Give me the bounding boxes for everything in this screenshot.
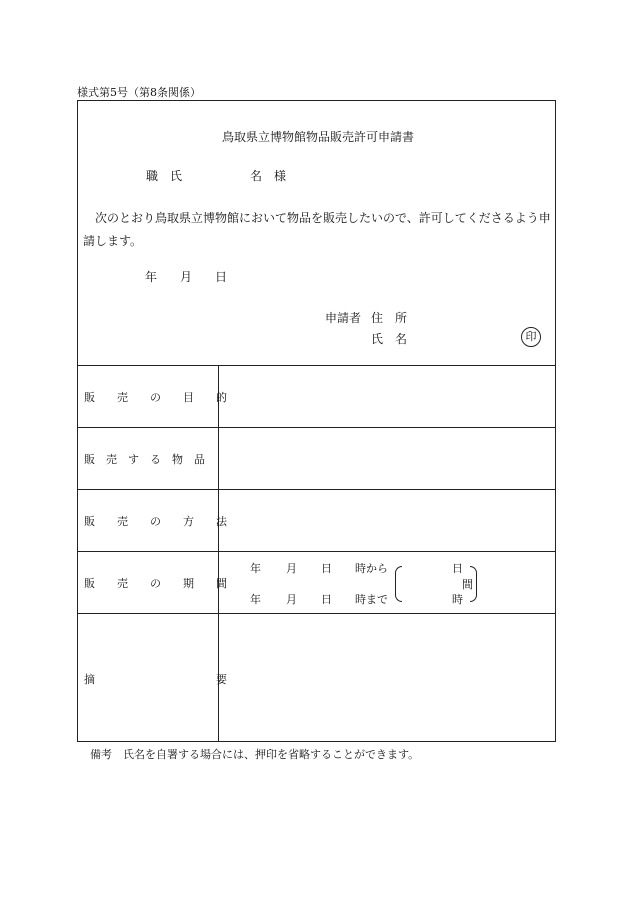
row-label-goods: 販 売 す る 物 品 <box>84 453 205 466</box>
date-month: 月 <box>180 270 193 284</box>
seal-mark: 印 <box>521 327 541 347</box>
row-label-purpose: 販 売 の 目 的 <box>84 391 227 404</box>
period-from-label: 時から <box>355 562 388 575</box>
left-brace <box>395 566 402 602</box>
divider <box>77 365 556 366</box>
period-to-day: 日 <box>321 593 332 606</box>
body-text-line1: 次のとおり鳥取県立博物館において物品を販売したいので、許可してくださるよう申 <box>95 211 551 225</box>
row-label-period: 販 売 の 期 間 <box>84 577 227 590</box>
form-frame <box>77 100 556 742</box>
period-from-day: 日 <box>321 562 332 575</box>
footnote: 備考 氏名を自署する場合には、押印を省略することができます。 <box>90 748 420 761</box>
divider <box>77 427 556 428</box>
period-hours-unit: 時 <box>452 593 463 606</box>
period-to-month: 月 <box>286 593 297 606</box>
row-label-method: 販 売 の 方 法 <box>84 515 227 528</box>
divider <box>77 613 556 614</box>
period-from-year: 年 <box>250 562 261 575</box>
row-label-remarks: 摘 要 <box>84 673 227 686</box>
period-to-year: 年 <box>250 593 261 606</box>
applicant-label: 申請者 <box>325 311 362 325</box>
period-days-unit: 日 <box>452 562 463 575</box>
applicant-address-label: 住 所 <box>371 311 408 325</box>
divider <box>77 489 556 490</box>
form-number: 様式第5号（第8条関係） <box>77 86 201 99</box>
addressee-position-label: 職 氏 <box>146 169 183 183</box>
applicant-name-label: 氏 名 <box>371 332 408 346</box>
divider <box>77 551 556 552</box>
period-from-month: 月 <box>286 562 297 575</box>
period-between: 間 <box>462 578 473 591</box>
body-text-line2: 請します。 <box>83 234 143 248</box>
period-to-label: 時まで <box>355 593 388 606</box>
date-year: 年 <box>145 270 158 284</box>
date-day: 日 <box>215 270 228 284</box>
addressee-name-label: 名 様 <box>250 169 287 183</box>
form-title: 鳥取県立博物館物品販売許可申請書 <box>222 130 415 144</box>
